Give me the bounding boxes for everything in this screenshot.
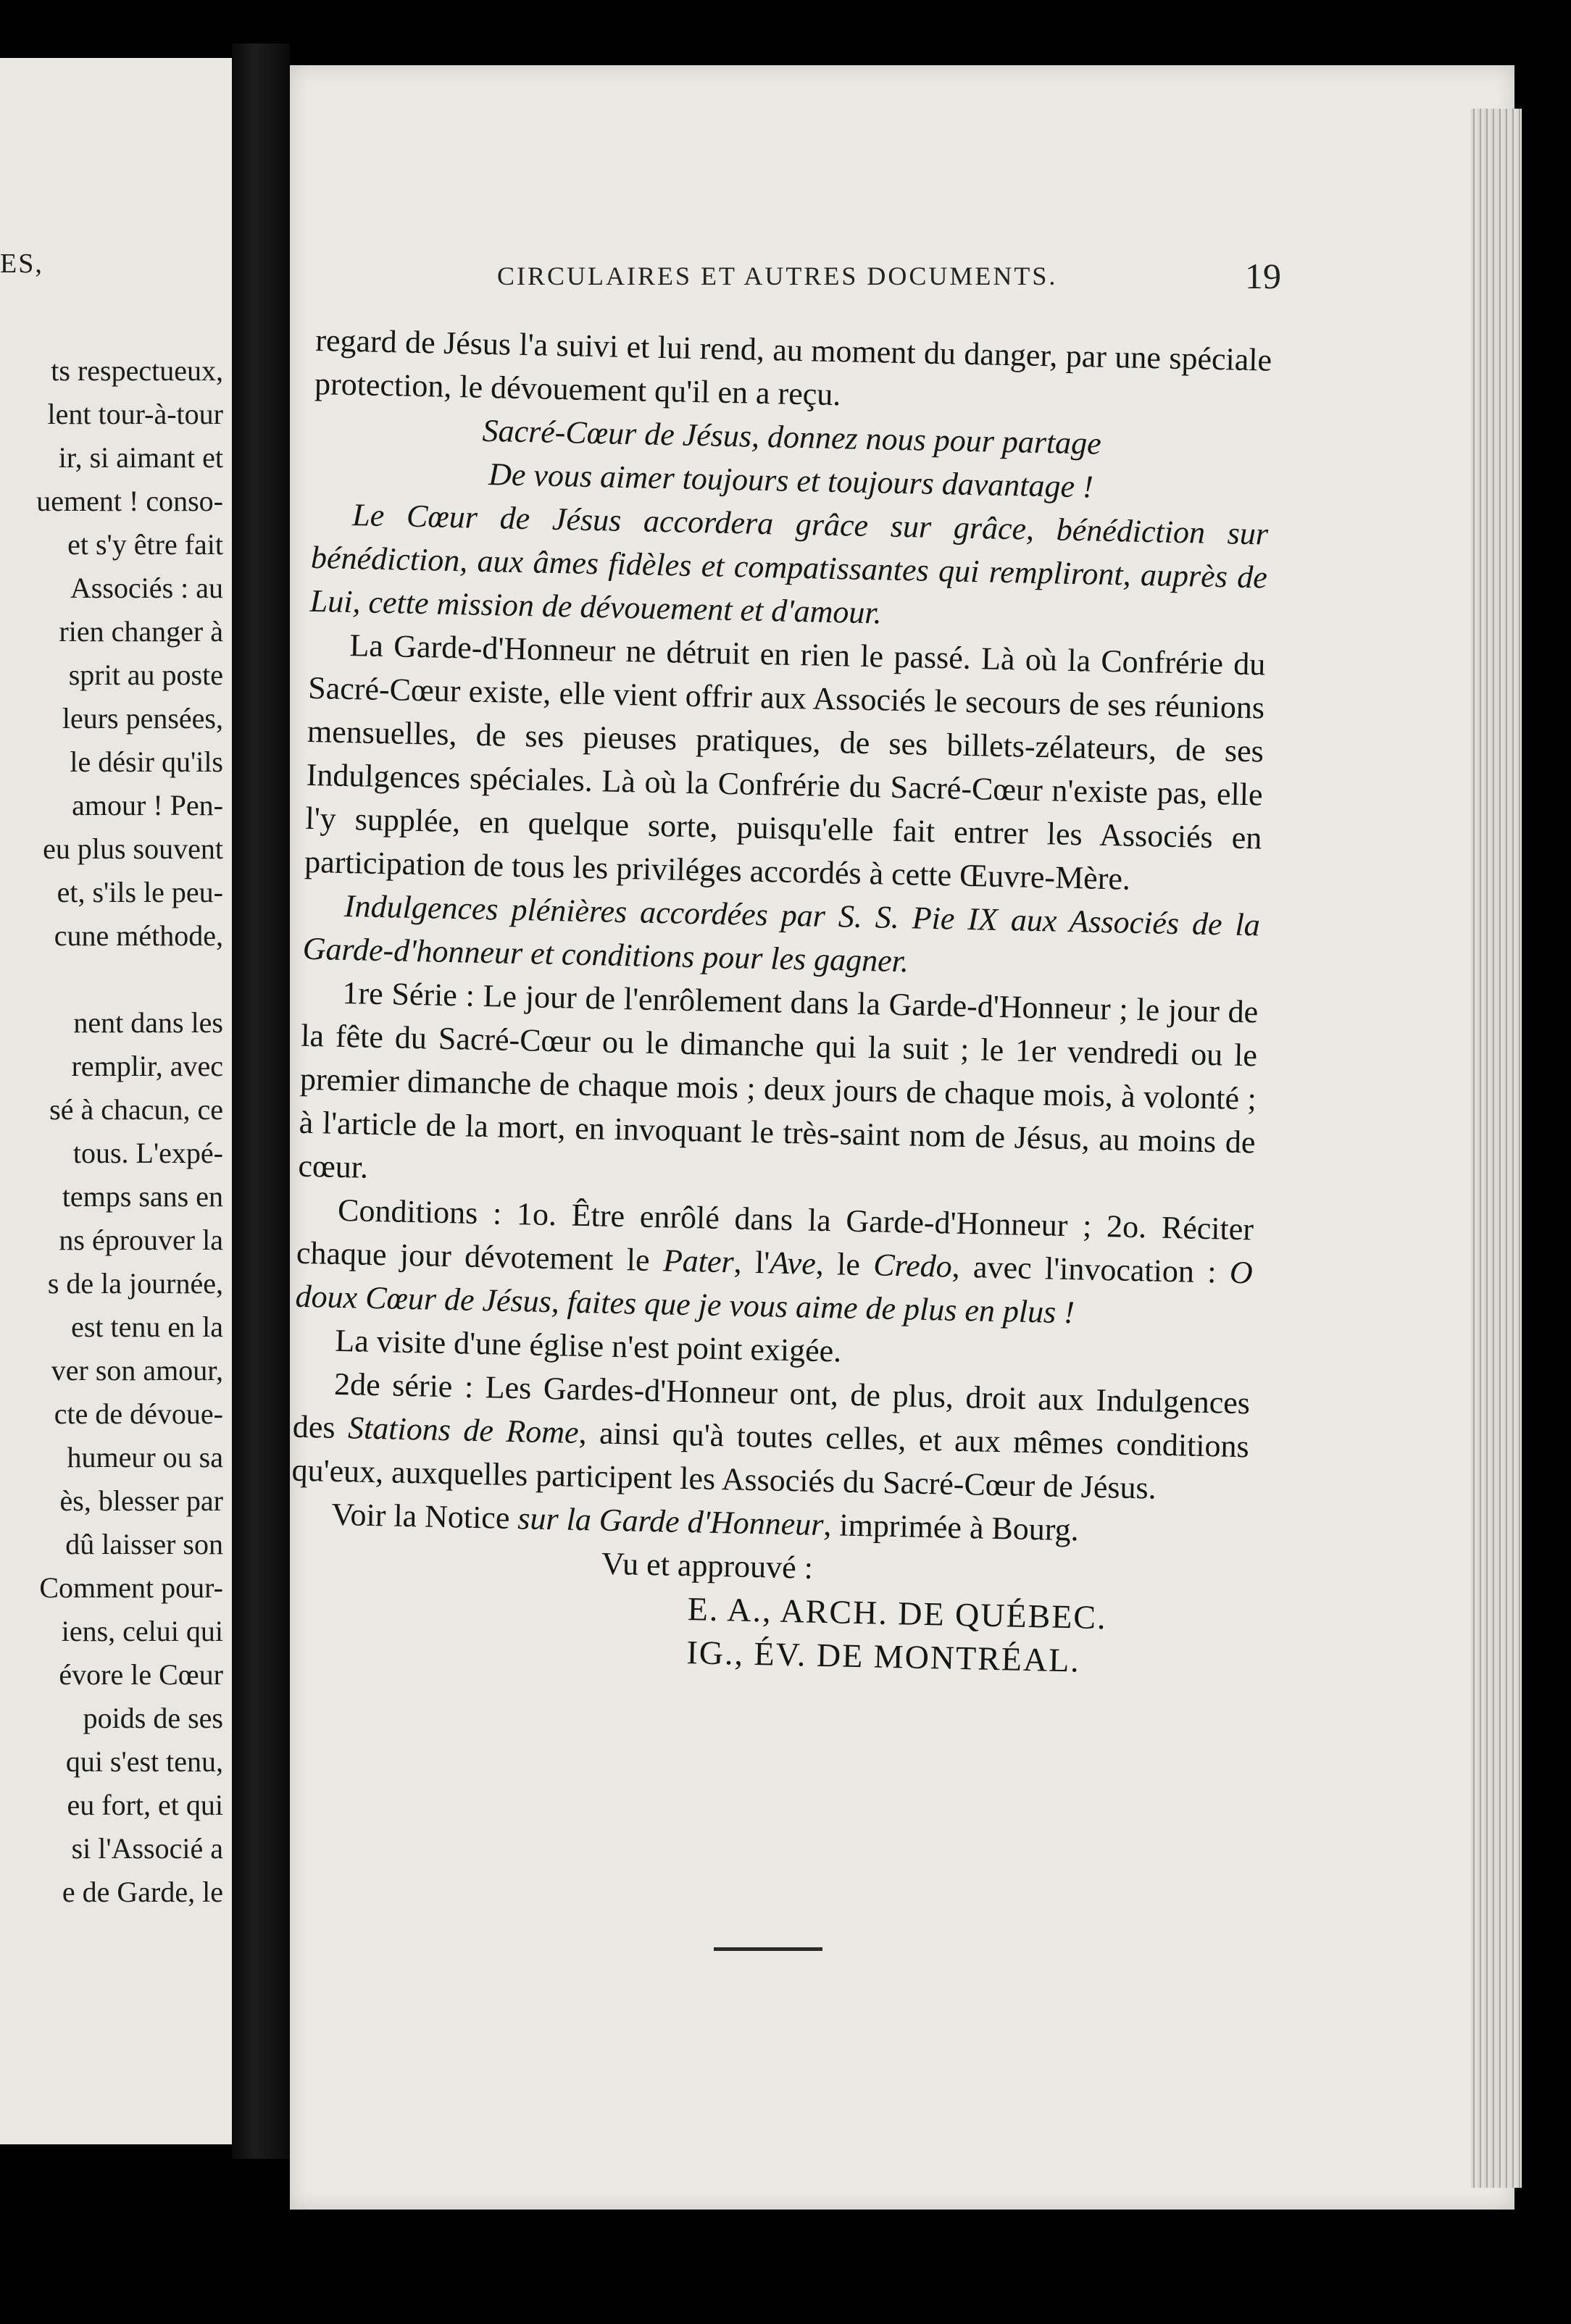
verse-line: De vous aimer toujours et toujours davantage !: [488, 456, 1094, 505]
left-page-line: dû laisser son: [65, 1528, 223, 1560]
left-page-line: sé à chacun, ce: [49, 1093, 223, 1126]
left-page-line: cune méthode,: [54, 919, 223, 952]
text-run: Ave: [769, 1245, 817, 1282]
section-heading: Indulgences plénières accordées par S. S. Pie IX aux Associés de la Garde-d'honneur et conditions pour les gagner.: [302, 888, 1261, 979]
left-page-line: ir, si aimant et: [58, 441, 223, 474]
left-page-line: poids de ses: [83, 1702, 223, 1734]
paragraph: Le Cœur de Jésus accordera grâce sur grâce, bénédiction sur bénédiction, aux âmes fidèles et compatissantes qui rempliront, auprès de Lui, cette mission de dévouement et d'amour.: [309, 497, 1269, 631]
left-page-line: qui s'est tenu,: [65, 1745, 223, 1778]
paragraph: [295, 1188, 1254, 1339]
left-running-head: ES,: [0, 248, 43, 279]
approval-line: Vu et approuvé :: [601, 1545, 814, 1586]
paragraph: La visite d'une église n'est point exigée.: [334, 1322, 842, 1369]
left-page-line: eu plus souvent: [43, 832, 223, 865]
left-page-line: sprit au poste: [68, 659, 223, 691]
book-gutter: [232, 43, 290, 2159]
left-page-line: ès, blesser par: [59, 1484, 223, 1517]
left-page-line: temps sans en: [62, 1180, 223, 1213]
left-page-line: cte de dévoue-: [54, 1397, 223, 1430]
paragraph: La Garde-d'Honneur ne détruit en rien le passé. Là où la Confrérie du Sacré-Cœur existe, elle vient offrir aux Associés le secours de ses réunions mensuelles, de ses pieuses pratiques, de ses billets-zélateurs, de ses Indulgences spéciales. Là où la Confrérie du Sacré-Cœur n'existe pas, elle l'y supplée, en quelque sorte, puisqu'elle fait entrer les Associés en participation de tous les priviléges accordés à cette Œuvre-Mère.: [304, 627, 1266, 897]
signature-line: E. A., ARCH. DE QUÉBEC.: [687, 1590, 1108, 1637]
text-run: Stations de Rome: [347, 1410, 580, 1450]
text-run: , imprimée à Bourg.: [822, 1507, 1080, 1548]
left-page-line: le désir qu'ils: [70, 745, 223, 778]
text-run: , ainsi qu'à toutes celles, et aux mêmes conditions qu'eux, auxquelles participent les Associés du Sacré-Cœur de Jésus.: [291, 1414, 1250, 1506]
signature-line: IG., ÉV. DE MONTRÉAL.: [686, 1634, 1081, 1679]
text-run: , le: [815, 1245, 874, 1283]
left-page-line: ver son amour,: [51, 1354, 223, 1387]
page-body: [288, 319, 1272, 1686]
text-run: , avec l'invocation :: [951, 1248, 1230, 1290]
text-run: sur la Garde d'Honneur: [517, 1500, 824, 1543]
verse-line: Sacré-Cœur de Jésus, donnez nous pour partage: [482, 412, 1102, 461]
paragraph: 1re Série : Le jour de l'enrôlement dans la Garde-d'Honneur ; le jour de la fête du Sacré-Cœur ou le dimanche qui la suit ; le 1er vendredi ou le premier dimanche de chaque mois ; deux jours de chaque mois, à volonté ; à l'article de la mort, en invoquant le très-saint nom de Jésus, au moins de cœur.: [297, 974, 1259, 1185]
text-run: Conditions : 1o. Être enrôlé dans la Garde-d'Honneur ; 2o. Réciter chaque jour dévotement le: [296, 1192, 1254, 1279]
left-page-line: lent tour-à-tour: [47, 398, 223, 430]
left-page-line: amour ! Pen-: [72, 789, 223, 822]
left-page-line: humeur ou sa: [67, 1441, 223, 1474]
closing-rule: [714, 1947, 822, 1951]
left-page-line: est tenu en la: [71, 1311, 223, 1343]
text-run: , l': [733, 1244, 770, 1281]
left-page-line: iens, celui qui: [61, 1615, 223, 1647]
left-page-line: rien changer à: [59, 615, 223, 648]
left-page-line: Associés : au: [70, 572, 223, 604]
left-page-line: ts respectueux,: [51, 354, 223, 387]
left-page-line: évore le Cœur: [59, 1658, 223, 1691]
paragraph: [291, 1362, 1250, 1513]
text-run: Pater: [662, 1242, 735, 1280]
left-page-line: leurs pensées,: [62, 702, 223, 735]
text-run: Credo: [872, 1247, 953, 1284]
text-run: Voir la Notice: [330, 1496, 518, 1537]
paragraph: regard de Jésus l'a suivi et lui rend, au moment du danger, par une spéciale protection, le dévouement qu'il en a reçu.: [314, 322, 1272, 413]
left-page-line: uement ! conso-: [36, 485, 223, 517]
left-page-line: si l'Associé a: [71, 1832, 223, 1865]
left-page-line: Comment pour-: [39, 1571, 223, 1604]
text-run: O doux Cœur de Jésus, faites que je vous aime de plus en plus !: [295, 1254, 1254, 1331]
left-page-line: ns éprouver la: [59, 1224, 223, 1256]
left-page-line: et, s'ils le peu-: [57, 876, 223, 908]
left-page-line: s de la journée,: [47, 1267, 223, 1300]
left-page-line: tous. L'expé-: [72, 1137, 223, 1169]
text-run: 2de série : Les Gardes-d'Honneur ont, de plus, droit aux Indulgences des: [292, 1366, 1251, 1446]
page-number: 19: [1245, 256, 1281, 296]
left-page: [0, 58, 232, 2144]
left-page-line: nent dans les: [73, 1006, 223, 1039]
left-page-line: remplir, avec: [71, 1050, 223, 1082]
left-page-line: e de Garde, le: [62, 1876, 223, 1908]
page-edges: [1471, 109, 1522, 2188]
running-head: CIRCULAIRES ET AUTRES DOCUMENTS.: [497, 262, 1058, 290]
left-page-line: eu fort, et qui: [67, 1789, 223, 1821]
left-page-line: et s'y être fait: [67, 528, 223, 561]
